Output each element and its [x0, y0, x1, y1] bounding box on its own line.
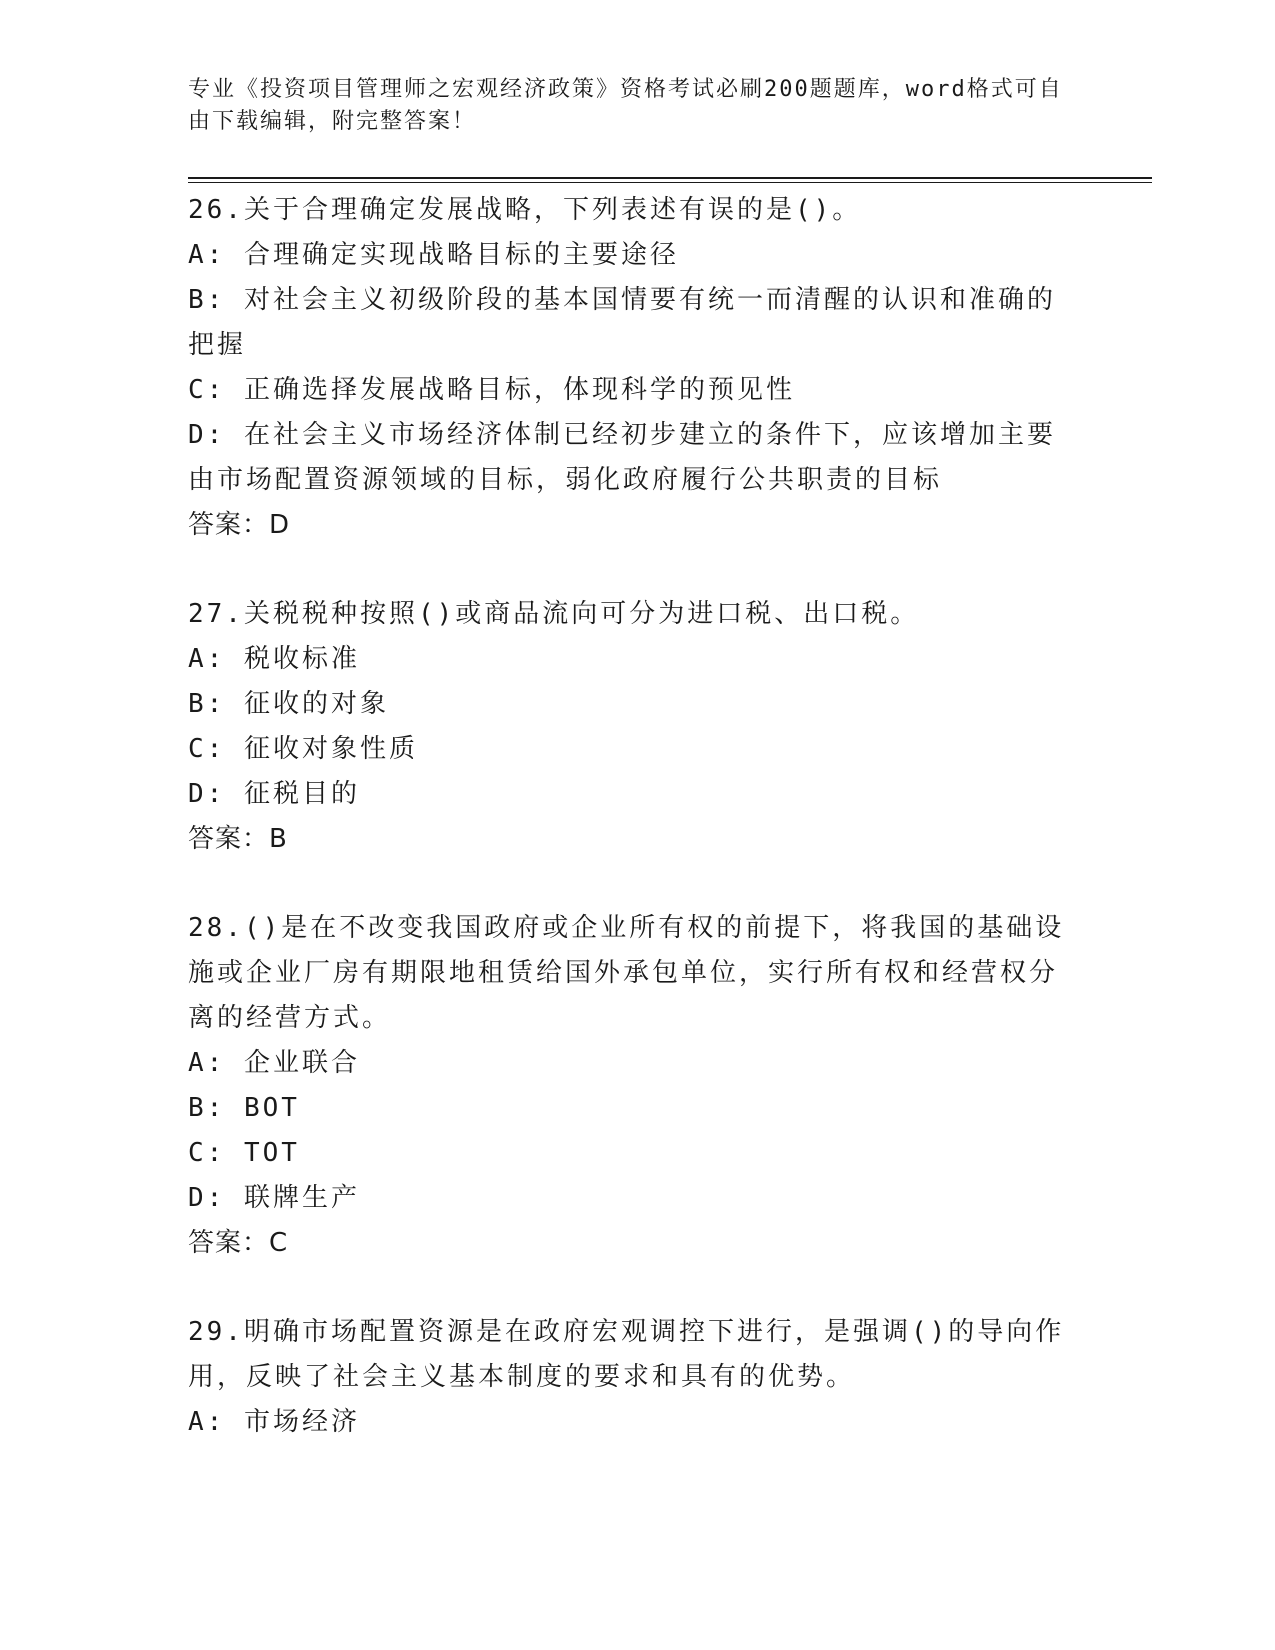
option-a: A: 企业联合 — [188, 1048, 360, 1078]
question-29 — [188, 1310, 1078, 1445]
question-26 — [188, 188, 1078, 548]
header-divider-thin — [188, 182, 1152, 183]
option-b: B: 征收的对象 — [188, 689, 389, 719]
option-b: B: 对社会主义初级阶段的基本国情要有统一而清醒的认识和准确的把握 — [188, 285, 1056, 360]
question-28 — [188, 906, 1078, 1266]
option-b: B: BOT — [188, 1093, 300, 1123]
question-text: 29.明确市场配置资源是在政府宏观调控下进行，是强调()的导向作用，反映了社会主义基本制度的要求和具有的优势。 — [188, 1317, 1065, 1392]
option-d: D: 征税目的 — [188, 779, 360, 809]
option-d: D: 联牌生产 — [188, 1183, 360, 1213]
question-list — [188, 188, 1078, 1445]
question-text: 26.关于合理确定发展战略，下列表述有误的是()。 — [188, 195, 862, 225]
answer-line: 答案：C — [188, 1228, 289, 1258]
answer-line: 答案：B — [188, 824, 288, 854]
answer-line: 答案：D — [188, 510, 291, 540]
header-divider-thick — [188, 177, 1152, 179]
question-text: 27.关税税种按照()或商品流向可分为进口税、出口税。 — [188, 599, 920, 629]
option-d: D: 在社会主义市场经济体制已经初步建立的条件下，应该增加主要由市场配置资源领域的目标，弱化政府履行公共职责的目标 — [188, 420, 1056, 495]
option-c: C: 征收对象性质 — [188, 734, 418, 764]
option-a: A: 合理确定实现战略目标的主要途径 — [188, 240, 679, 270]
option-c: C: TOT — [188, 1138, 300, 1168]
document-header: 专业《投资项目管理师之宏观经济政策》资格考试必刷200题题库，word格式可自由下载编辑，附完整答案！ — [188, 77, 1063, 134]
question-27 — [188, 592, 1078, 862]
question-text: 28.()是在不改变我国政府或企业所有权的前提下，将我国的基础设施或企业厂房有期限地租赁给国外承包单位，实行所有权和经营权分离的经营方式。 — [188, 913, 1065, 1033]
option-c: C: 正确选择发展战略目标，体现科学的预见性 — [188, 375, 795, 405]
option-a: A: 市场经济 — [188, 1407, 360, 1437]
option-a: A: 税收标准 — [188, 644, 360, 674]
